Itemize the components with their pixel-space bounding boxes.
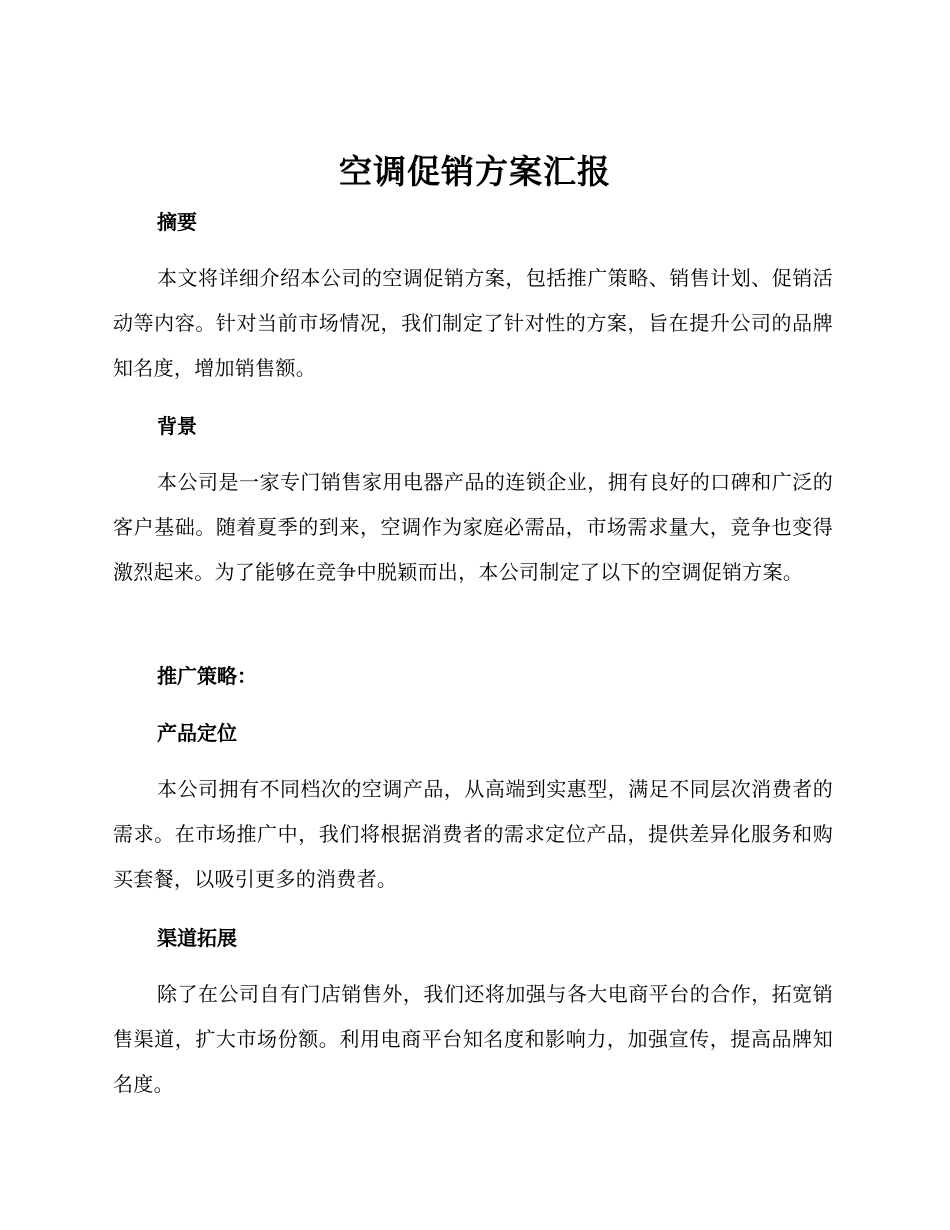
section-paragraph-channel-expansion: 除了在公司自有门店销售外，我们还将加强与各大电商平台的合作，拓宽销售渠道，扩大市场份额。利用电商平台知名度和影响力，加强宣传，提高品牌知名度。 [113, 982, 833, 1096]
section-heading-channel-expansion: 渠道拓展 [157, 926, 237, 950]
section-heading-promotion-strategy: 推广策略： [157, 664, 257, 688]
section-paragraph-product-positioning: 本公司拥有不同档次的空调产品，从高端到实惠型，满足不同层次消费者的需求。在市场推广中，我们将根据消费者的需求定位产品，提供差异化服务和购买套餐，以吸引更多的消费者。 [113, 777, 833, 891]
section-heading-abstract: 摘要 [157, 210, 197, 234]
section-heading-background: 背景 [157, 414, 197, 438]
section-heading-product-positioning: 产品定位 [157, 721, 237, 745]
document-title: 空调促销方案汇报 [339, 152, 611, 191]
section-paragraph-abstract: 本文将详细介绍本公司的空调促销方案，包括推广策略、销售计划、促销活动等内容。针对当前市场情况，我们制定了针对性的方案，旨在提升公司的品牌知名度，增加销售额。 [113, 266, 833, 380]
section-paragraph-background: 本公司是一家专门销售家用电器产品的连锁企业，拥有良好的口碑和广泛的客户基础。随着夏季的到来，空调作为家庭必需品，市场需求量大，竞争也变得激烈起来。为了能够在竞争中脱颖而出，本公司制定了以下的空调促销方案。 [113, 470, 833, 584]
